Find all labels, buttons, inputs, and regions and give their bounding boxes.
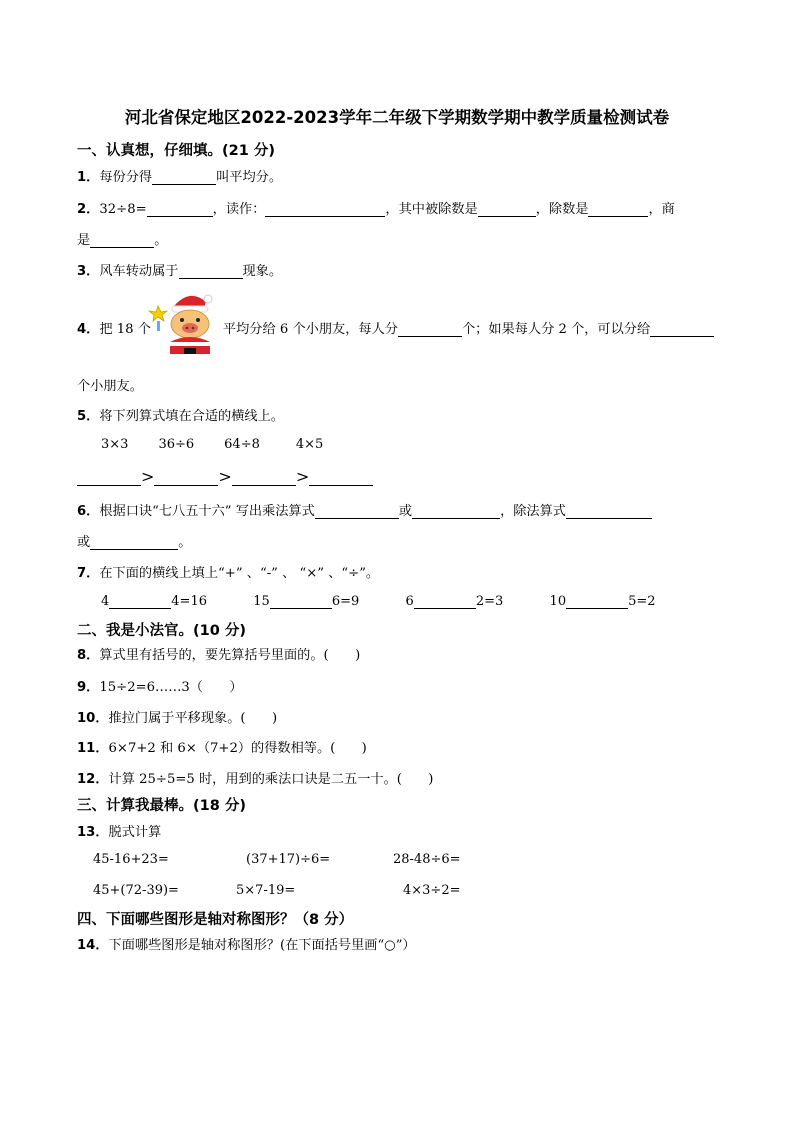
answer-blank[interactable] — [152, 170, 216, 185]
operand: 6 — [405, 594, 414, 609]
greater-than-sign: > — [295, 467, 310, 486]
answer-blank[interactable] — [650, 322, 714, 337]
question-number: 13． — [77, 825, 109, 840]
expression: 4×5 — [295, 437, 324, 452]
operand: 4 — [101, 594, 110, 609]
question-3 — [77, 260, 282, 279]
operand: 15 — [253, 594, 270, 609]
question-text: 个；如果每人分 2 个，可以分给 — [461, 322, 651, 337]
answer-blank[interactable] — [309, 471, 373, 486]
question-text: 把 18 个 — [99, 322, 151, 337]
question-text: 在下面的横线上填上“+” 、“-” 、 “×” 、“÷”。 — [99, 566, 380, 581]
santa-pig-picture — [148, 292, 218, 354]
operator-row — [101, 594, 656, 609]
question-6 — [77, 500, 652, 519]
question-text: ，读作： — [212, 202, 266, 217]
question-13 — [77, 821, 161, 840]
question-number: 2． — [77, 202, 100, 217]
question-14 — [77, 934, 416, 953]
question-2-cont — [77, 229, 167, 248]
question-text: 每份分得 — [99, 170, 153, 185]
question-2 — [77, 198, 675, 217]
answer-blank[interactable] — [412, 504, 500, 519]
calc-expression: 4×3÷2= — [403, 883, 461, 898]
question-9 — [77, 676, 243, 695]
question-text: 或 — [398, 504, 413, 519]
section-heading-2: 二、我是小法官。(10 分) — [77, 623, 246, 639]
question-number: 4． — [77, 322, 100, 337]
answer-blank[interactable] — [265, 202, 385, 217]
expression: 3×3 — [101, 437, 129, 452]
question-text: 下面哪些图形是轴对称图形？(在下面括号里画“○”） — [108, 938, 416, 953]
answer-blank[interactable] — [147, 202, 213, 217]
question-5 — [77, 405, 284, 424]
question-text: 。 — [178, 535, 192, 550]
question-text: ，除数是 — [535, 202, 589, 217]
calc-expression: 45-16+23= — [93, 852, 169, 867]
question-text: 是 — [77, 233, 91, 248]
section-heading-3: 三、计算我最棒。(18 分) — [77, 798, 246, 814]
expression: 36÷6 — [158, 437, 195, 452]
expression: 64÷8 — [224, 437, 260, 452]
answer-blank[interactable] — [478, 202, 536, 217]
question-text: ，其中被除数是 — [385, 202, 478, 217]
greater-than-sign: > — [141, 467, 155, 486]
question-7 — [77, 562, 379, 581]
question-text: 风车转动属于 — [99, 264, 179, 279]
question-text: ，商 — [648, 202, 675, 217]
operand: 4=16 — [171, 594, 207, 609]
question-number: 9． — [77, 680, 100, 695]
operand: 10 — [549, 594, 567, 609]
question-number: 14． — [77, 938, 109, 953]
question-number: 7． — [77, 566, 100, 581]
answer-blank[interactable] — [588, 202, 648, 217]
page-title: 河北省保定地区2022-2023学年二年级下学期数学期中教学质量检测试卷 — [124, 108, 670, 127]
question-text: 现象。 — [242, 264, 283, 279]
answer-blank[interactable] — [398, 322, 462, 337]
question-text: 根据口诀“七八五十六” 写出乘法算式 — [99, 504, 315, 519]
answer-blank[interactable] — [77, 471, 141, 486]
question-text: 个小朋友。 — [77, 379, 143, 394]
answer-blank[interactable] — [154, 471, 218, 486]
question-text: 6×7+2 和 6×（7+2）的得数相等。( ) — [108, 741, 367, 756]
question-text: 32÷8= — [99, 202, 147, 217]
operator-blank[interactable] — [109, 594, 171, 609]
question-text: ，除法算式 — [500, 504, 566, 519]
question-number: 5． — [77, 409, 100, 424]
answer-blank[interactable] — [90, 535, 178, 550]
operator-blank[interactable] — [270, 594, 332, 609]
question-4-cont — [77, 375, 143, 394]
question-number: 12． — [77, 772, 109, 787]
ordering-blanks — [77, 467, 373, 486]
question-text: 计算 25÷5=5 时，用到的乘法口诀是二五一十。( ) — [108, 772, 434, 787]
question-number: 11． — [77, 741, 109, 756]
answer-blank[interactable] — [232, 471, 296, 486]
section-heading-1: 一、认真想，仔细填。(21 分) — [77, 143, 275, 159]
calc-expression: 5×7-19= — [236, 883, 296, 898]
operator-blank[interactable] — [414, 594, 476, 609]
calc-expression: (37+17)÷6= — [246, 852, 331, 867]
question-6-cont — [77, 531, 191, 550]
question-number: 1． — [77, 170, 100, 185]
section-heading-4: 四、下面哪些图形是轴对称图形？（8 分） — [77, 912, 354, 928]
operand: 2=3 — [475, 594, 504, 609]
question-8 — [77, 644, 360, 663]
question-11 — [77, 737, 367, 756]
question-number: 10． — [77, 711, 109, 726]
operator-blank[interactable] — [566, 594, 628, 609]
question-text: 将下列算式填在合适的横线上。 — [99, 409, 284, 424]
question-text: 算式里有括号的，要先算括号里面的。( ) — [99, 648, 361, 663]
operand: 6=9 — [331, 594, 360, 609]
operand: 5=2 — [628, 594, 656, 609]
question-12 — [77, 768, 433, 787]
question-text: 。 — [154, 233, 168, 248]
greater-than-sign: > — [218, 467, 232, 486]
calc-expression: 45+(72-39)= — [93, 883, 179, 898]
question-text: 脱式计算 — [108, 825, 162, 840]
question-1 — [77, 166, 282, 185]
question-text: 叫平均分。 — [216, 170, 283, 185]
question-text: 15÷2=6……3（ ） — [99, 680, 243, 695]
calc-expression: 28-48÷6= — [393, 852, 461, 867]
question-number: 3． — [77, 264, 100, 279]
question-10 — [77, 707, 277, 726]
answer-blank[interactable] — [315, 504, 399, 519]
question-text: 推拉门属于平移现象。( ) — [108, 711, 278, 726]
question-number: 8． — [77, 648, 100, 663]
answer-blank[interactable] — [566, 504, 652, 519]
answer-blank[interactable] — [90, 233, 154, 248]
question-text: 或 — [77, 535, 91, 550]
question-number: 6． — [77, 504, 100, 519]
question-text: 平均分给 6 个小朋友，每人分 — [222, 322, 398, 337]
answer-blank[interactable] — [179, 264, 243, 279]
expression-list — [101, 437, 323, 452]
